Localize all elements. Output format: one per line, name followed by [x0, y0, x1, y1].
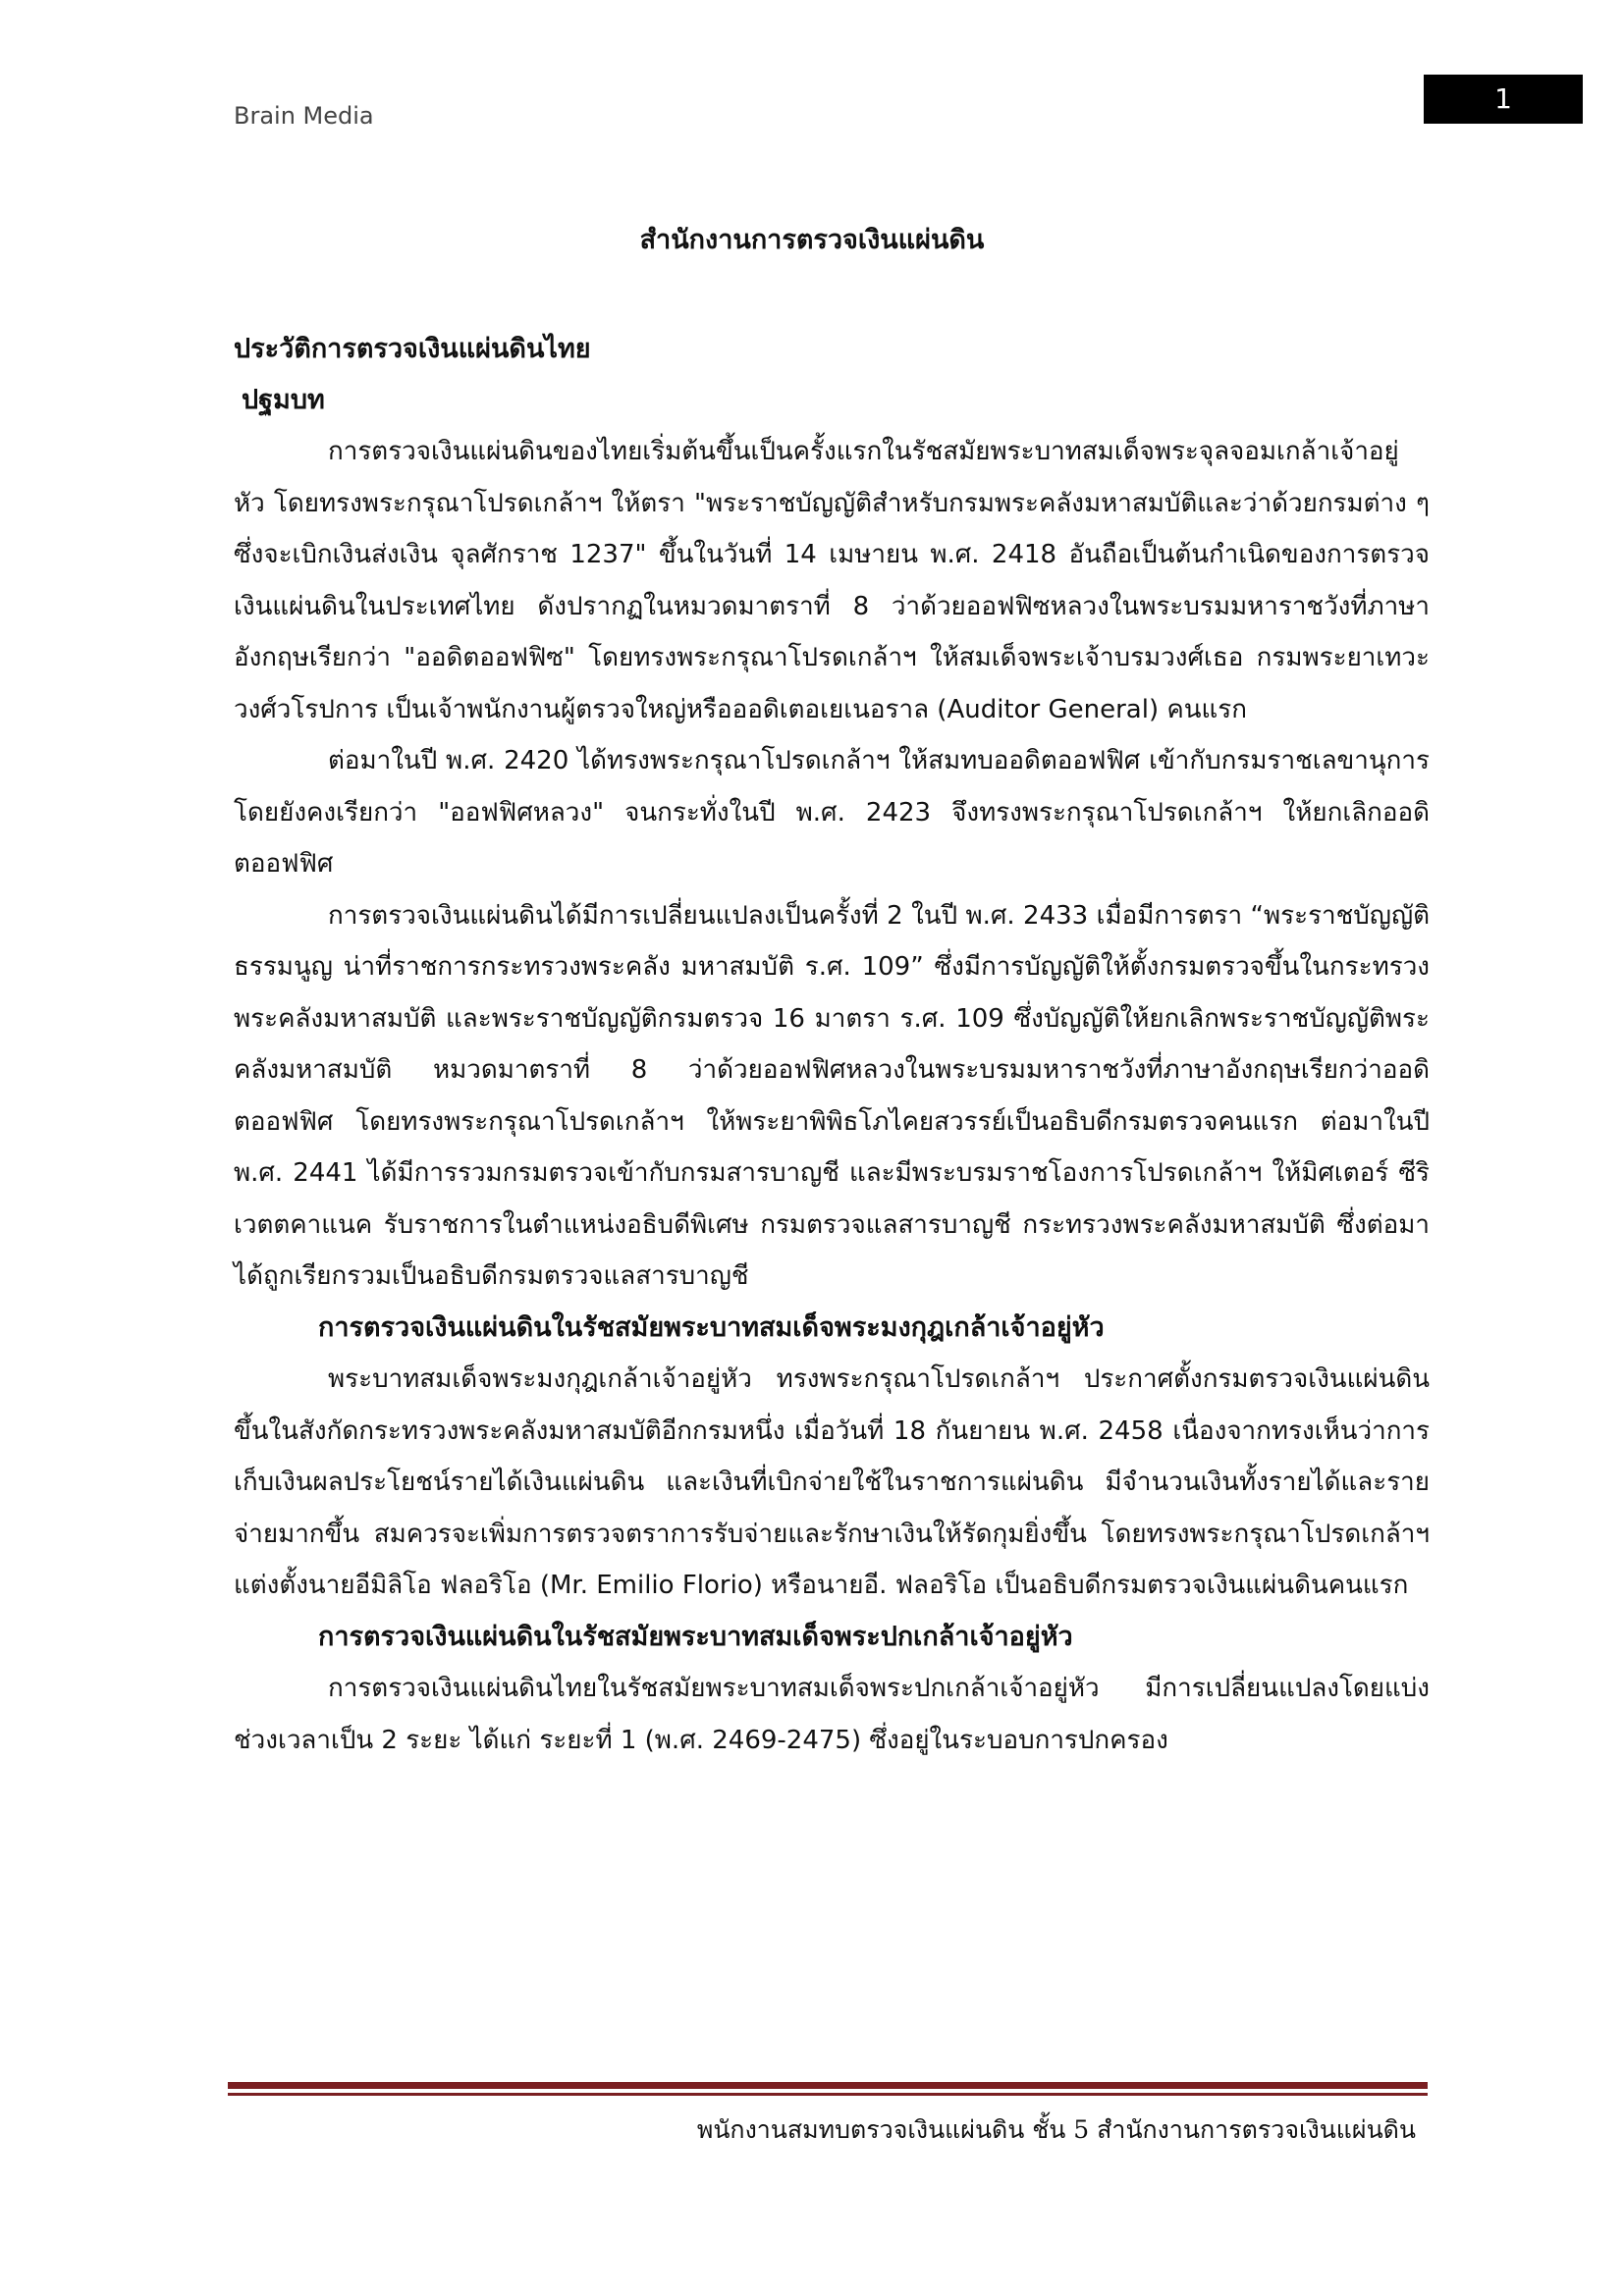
footer-rule-thin [228, 2093, 1428, 2096]
document-body [234, 324, 1430, 1766]
paragraph: พระบาทสมเด็จพระมงกุฎเกล้าเจ้าอยู่หัว ทรงพระกรุณาโปรดเกล้าฯ ประกาศตั้งกรมตรวจเงินแผ่นดินขึ้นในสังกัดกระทรวงพระคลังมหาสมบัติอีกกรมหนึ่ง เมื่อวันที่ 18 กันยายน พ.ศ. 2458 เนื่องจากทรงเห็นว่าการเก็บเงินผลประโยชน์รายได้เงินแผ่นดิน และเงินที่เบิกจ่ายใช้ในราชการแผ่นดิน มีจำนวนเงินทั้งรายได้และรายจ่ายมากขึ้น สมควรจะเพิ่มการตรวจตราการรับจ่ายและรักษาเงินให้รัดกุมยิ่งขึ้น โดยทรงพระกรุณาโปรดเกล้าฯ แต่งตั้งนายอีมิลิโอ ฟลอริโอ (Mr. Emilio Florio) หรือนายอี. ฟลอริโอ เป็นอธิบดีกรมตรวจเงินแผ่นดินคนแรก [234, 1364, 1430, 1600]
paragraph: การตรวจเงินแผ่นดินของไทยเริ่มต้นขึ้นเป็นครั้งแรกในรัชสมัยพระบาทสมเด็จพระจุลจอมเกล้าเจ้าอยู่หัว โดยทรงพระกรุณาโปรดเกล้าฯ ให้ตรา "พระราชบัญญัติสำหรับกรมพระคลังมหาสมบัติและว่าด้วยกรมต่าง ๆ ซึ่งจะเบิกเงินส่งเงิน จุลศักราช 1237" ขึ้นในวันที่ 14 เมษายน พ.ศ. 2418 อันถือเป็นต้นกำเนิดของการตรวจเงินแผ่นดินในประเทศไทย ดังปรากฏในหมวดมาตราที่ 8 ว่าด้วยออฟฟิซหลวงในพระบรมมหาราชวังที่ภาษาอังกฤษเรียกว่า "ออดิตออฟฟิซ" โดยทรงพระกรุณาโปรดเกล้าฯ ให้สมเด็จพระเจ้าบรมวงศ์เธอ กรมพระยาเทวะวงศ์วโรปการ เป็นเจ้าพนักงานผู้ตรวจใหญ่หรือออดิเตอเยเนอราล (Auditor General) คนแรก [234, 437, 1430, 724]
paragraph: การตรวจเงินแผ่นดินได้มีการเปลี่ยนแปลงเป็นครั้งที่ 2 ในปี พ.ศ. 2433 เมื่อมีการตรา “พระราชบัญญัติธรรมนูญ น่าที่ราชการกระทรวงพระคลัง มหาสมบัติ ร.ศ. 109” ซึ่งมีการบัญญัติให้ตั้งกรมตรวจขึ้นในกระทรวงพระคลังมหาสมบัติ และพระราชบัญญัติกรมตรวจ 16 มาตรา ร.ศ. 109 ซึ่งบัญญัติให้ยกเลิกพระราชบัญญัติพระคลังมหาสมบัติ หมวดมาตราที่ 8 ว่าด้วยออฟฟิศหลวงในพระบรมมหาราชวังที่ภาษาอังกฤษเรียกว่าออดิตออฟฟิศ โดยทรงพระกรุณาโปรดเกล้าฯ ให้พระยาพิพิธโภไคยสวรรย์เป็นอธิบดีกรมตรวจคนแรก ต่อมาในปี พ.ศ. 2441 ได้มีการรวมกรมตรวจเข้ากับกรมสารบาญชี และมีพระบรมราชโองการโปรดเกล้าฯ ให้มิศเตอร์ ซีริเวตตคาแนค รับราชการในตำแหน่งอธิบดีพิเศษ กรมตรวจแลสารบาญชี กระทรวงพระคลังมหาสมบัติ ซึ่งต่อมาได้ถูกเรียกรวมเป็นอธิบดีกรมตรวจแลสารบาญชี [234, 900, 1430, 1291]
footer-rule-thick [228, 2082, 1428, 2089]
document-title: สำนักงานการตรวจเงินแผ่นดิน [639, 225, 985, 255]
footer-text: พนักงานสมทบตรวจเงินแผ่นดิน ชั้น 5 สำนักงานการตรวจเงินแผ่นดิน [696, 2115, 1416, 2144]
paragraph: ต่อมาในปี พ.ศ. 2420 ได้ทรงพระกรุณาโปรดเกล้าฯ ให้สมทบออดิตออฟฟิศ เข้ากับกรมราชเลขานุการโดยยังคงเรียกว่า "ออฟฟิศหลวง" จนกระทั่งในปี พ.ศ. 2423 จึงทรงพระกรุณาโปรดเกล้าฯ ให้ยกเลิกออดิตออฟฟิศ [234, 746, 1430, 879]
reign7-heading: การตรวจเงินแผ่นดินในรัชสมัยพระบาทสมเด็จพระปกเกล้าเจ้าอยู่หัว [318, 1621, 1073, 1652]
page-number-badge: 1 [1424, 75, 1583, 124]
brand-label: Brain Media [234, 102, 374, 130]
reign6-heading: การตรวจเงินแผ่นดินในรัชสมัยพระบาทสมเด็จพระมงกุฎเกล้าเจ้าอยู่หัว [318, 1311, 1105, 1343]
section-heading: ประวัติการตรวจเงินแผ่นดินไทย [234, 334, 591, 364]
paragraph: การตรวจเงินแผ่นดินไทยในรัชสมัยพระบาทสมเด็จพระปกเกล้าเจ้าอยู่หัว มีการเปลี่ยนแปลงโดยแบ่งช่วงเวลาเป็น 2 ระยะ ได้แก่ ระยะที่ 1 (พ.ศ. 2469-2475) ซึ่งอยู่ในระบอบการปกครอง [234, 1674, 1430, 1755]
section-subheading: ปฐมบท [242, 385, 325, 415]
